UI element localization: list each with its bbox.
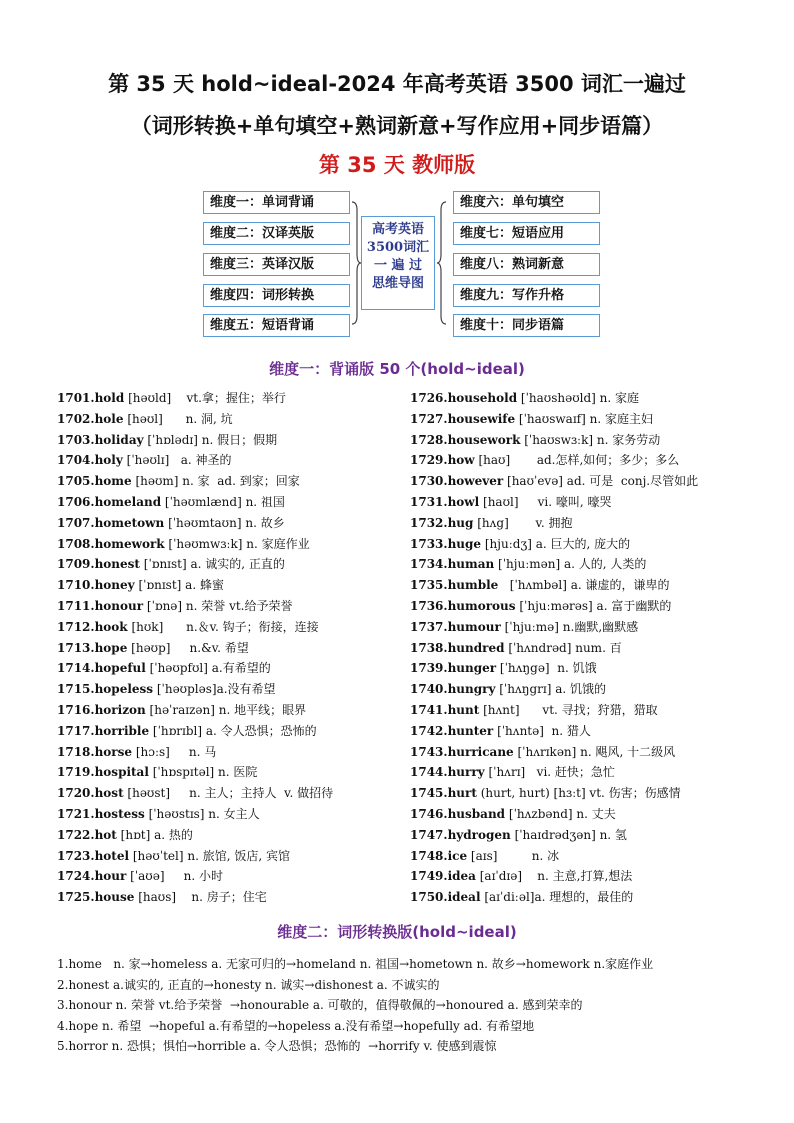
vocab-number: 1744.: [410, 765, 448, 780]
vocab-number: 1708.: [57, 536, 95, 551]
vocab-number: 1749.: [410, 869, 448, 884]
vocab-number: 1727.: [410, 411, 448, 426]
mindmap-node-left-1: 维度一：单词背诵: [203, 191, 350, 214]
vocab-definition: [ˈhɒrɪbl] a. 令人恐惧；恐怖的: [149, 723, 317, 738]
vocab-entry: [57, 846, 397, 867]
vocab-definition: [aɪs] n. 冰: [467, 848, 560, 863]
mindmap-node-left-4: 维度四：词形转换: [203, 284, 350, 307]
vocab-entry: [57, 430, 397, 451]
page-subtitle: 第 35 天 教师版: [318, 153, 476, 177]
vocab-word: homework: [94, 536, 165, 551]
vocab-word: hundred: [447, 640, 505, 655]
vocab-number: 1743.: [410, 744, 448, 759]
vocab-number: 1740.: [410, 682, 448, 697]
mindmap-center-line: 3500词汇: [366, 240, 430, 255]
vocab-definition: [ˈhɒspɪtəl] n. 医院: [148, 765, 258, 780]
vocab-number: 1734.: [410, 557, 448, 572]
vocab-entry: [57, 534, 397, 555]
vocab-definition: [ˈhʌntə] n. 猎人: [493, 723, 591, 738]
vocab-entry: [410, 804, 750, 825]
vocab-definition: [ˈhʌzbənd] n. 丈夫: [505, 806, 616, 821]
vocab-definition: [ˈhʌmbəl] a. 谦虚的，谦卑的: [498, 578, 670, 593]
vocab-number: 1701.: [57, 391, 95, 405]
vocab-word: idea: [447, 869, 476, 884]
vocab-entry: [57, 887, 397, 908]
vocab-number: 1725.: [57, 890, 95, 905]
vocab-number: 1730.: [410, 474, 448, 489]
vocab-number: 1717.: [57, 723, 95, 738]
vocab-number: 1711.: [57, 598, 95, 613]
vocab-word: host: [94, 786, 124, 801]
vocab-entry: [57, 658, 397, 679]
vocab-number: 1704.: [57, 453, 95, 468]
vocab-entry: [410, 721, 750, 742]
vocab-entry: [410, 658, 750, 679]
vocab-word: honour: [94, 598, 144, 613]
vocab-definition: [haʊs] n. 房子；住宅: [134, 890, 267, 905]
vocab-word: hostess: [94, 806, 145, 821]
vocab-definition: [ˈhʌŋgrɪ] a. 饥饿的: [495, 682, 607, 697]
vocab-definition: [ˈhaʊswɜːk] n. 家务劳动: [520, 432, 661, 447]
vocab-definition: [ˈhəʊpləs]a.没有希望: [153, 682, 276, 697]
vocab-number: 1729.: [410, 453, 448, 468]
vocab-number: 1716.: [57, 702, 95, 717]
vocab-number: 1732.: [410, 515, 448, 530]
vocab-entry: [410, 450, 750, 471]
left-brace: [352, 202, 361, 324]
vocab-word: hotel: [94, 848, 130, 863]
vocab-word: horse: [94, 744, 133, 759]
vocab-word: household: [447, 391, 518, 405]
vocab-number: 1735.: [410, 578, 448, 593]
vocab-definition: [ˈaʊə] n. 小时: [126, 869, 223, 884]
vocab-definition: [həˈraɪzən] n. 地平线；眼界: [145, 702, 307, 717]
vocab-number: 1726.: [410, 391, 448, 405]
word-form-line: 2.honest a.诚实的, 正直的→honesty n. 诚实→dishonest a. 不诚实的: [57, 977, 440, 992]
vocab-word: hook: [94, 619, 128, 634]
vocab-number: 1718.: [57, 744, 95, 759]
vocab-number: 1741.: [410, 702, 448, 717]
vocab-definition: [ˈhəʊmtaʊn] n. 故乡: [164, 515, 285, 530]
vocab-number: 1705.: [57, 474, 95, 489]
vocab-number: 1719.: [57, 765, 95, 780]
vocab-entry: [57, 617, 397, 638]
vocab-definition: [ˈhəʊlɪ] a. 神圣的: [122, 453, 232, 468]
vocab-definition: [haʊ] ad.怎样,如何；多少；多么: [474, 453, 680, 468]
vocab-definition: [həʊp] n.&v. 希望: [127, 640, 249, 655]
vocab-word: ice: [447, 848, 468, 863]
page-title-secondary: （词形转换+单句填空+熟词新意+写作应用+同步语篇）: [130, 114, 664, 138]
vocab-word: house: [94, 890, 135, 905]
vocab-entry: [410, 887, 750, 908]
vocab-entry: [57, 575, 397, 596]
vocab-number: 1706.: [57, 494, 95, 509]
vocab-word: hospital: [94, 765, 149, 780]
vocab-entry: [410, 596, 750, 617]
vocab-word: hopeless: [94, 682, 154, 697]
vocab-entry: [57, 638, 397, 659]
vocab-definition: [ˈhəʊpfʊl] a.有希望的: [145, 661, 271, 676]
vocab-number: 1713.: [57, 640, 95, 655]
vocab-entry: [410, 825, 750, 846]
word-form-line: 4.hope n. 希望 →hopeful a.有希望的→hopeless a.没有希望→hopefully ad. 有希望地: [57, 1018, 535, 1033]
vocab-definition: [həʊˈtel] n. 旅馆, 饭店, 宾馆: [129, 848, 290, 863]
page-title: 第 35 天 hold~ideal-2024 年高考英语 3500 词汇一遍过: [108, 72, 686, 96]
section-heading-word-forms: 维度二：词形转换版(hold~ideal): [277, 923, 517, 941]
vocab-number: 1712.: [57, 619, 95, 634]
vocab-word: homeland: [94, 494, 162, 509]
vocab-definition: [haʊˈevə] ad. 可是 conj.尽管如此: [503, 474, 699, 489]
vocab-entry: [410, 513, 750, 534]
vocab-entry: [410, 700, 750, 721]
vocab-entry: [57, 742, 397, 763]
vocab-entry: [57, 471, 397, 492]
vocab-number: 1722.: [57, 827, 95, 842]
vocab-number: 1724.: [57, 869, 95, 884]
vocab-entry: [57, 388, 397, 409]
vocab-definition: [ˈhaɪdrədʒən] n. 氢: [510, 827, 627, 842]
vocab-number: 1723.: [57, 848, 95, 863]
vocab-entry: [410, 846, 750, 867]
vocab-word: horizon: [94, 702, 146, 717]
vocab-entry: [410, 575, 750, 596]
mindmap-center-node: [361, 216, 435, 310]
vocab-list-left: [57, 388, 397, 908]
vocab-number: 1707.: [57, 515, 95, 530]
vocab-number: 1738.: [410, 640, 448, 655]
vocab-word: holy: [94, 453, 123, 468]
vocab-definition: [ˈhaʊswaɪf] n. 家庭主妇: [515, 411, 653, 426]
vocab-number: 1742.: [410, 723, 448, 738]
mindmap-node-right-1: 维度六：单句填空: [453, 191, 600, 214]
vocab-entry: [57, 700, 397, 721]
vocab-word: humour: [447, 619, 501, 634]
vocab-number: 1728.: [410, 432, 448, 447]
section-heading-recitation: 维度一：背诵版 50 个(hold~ideal): [269, 360, 525, 378]
word-forms-list: [57, 954, 757, 1057]
vocab-word: holiday: [94, 432, 144, 447]
vocab-word: honest: [94, 557, 140, 572]
vocab-definition: [ˈhəʊstɪs] n. 女主人: [144, 806, 260, 821]
vocab-entry: [57, 804, 397, 825]
vocab-word: hopeful: [94, 661, 146, 676]
vocab-entry: [57, 450, 397, 471]
vocab-number: 1703.: [57, 432, 95, 447]
vocab-number: 1746.: [410, 806, 448, 821]
mindmap-center-line: 高考英语: [371, 222, 424, 237]
vocab-word: how: [447, 453, 475, 468]
vocab-number: 1710.: [57, 578, 95, 593]
vocab-definition: [ˈhəʊmlænd] n. 祖国: [161, 494, 285, 509]
vocab-number: 1745.: [410, 786, 448, 801]
vocab-entry: [410, 638, 750, 659]
vocab-word: humble: [447, 578, 499, 593]
vocab-entry: [57, 513, 397, 534]
vocab-definition: [ˈhʌrɪ] vi. 赶快；急忙: [484, 765, 615, 780]
vocab-number: 1714.: [57, 661, 95, 676]
vocab-word: however: [447, 474, 504, 489]
vocab-entry: [57, 721, 397, 742]
vocab-definition: [ˈhjuːmərəs] a. 富于幽默的: [515, 598, 672, 613]
vocab-definition: [həʊst] n. 主人；主持人 v. 做招待: [123, 786, 334, 801]
vocab-entry: [410, 554, 750, 575]
word-form-line: 5.horror n. 恐惧；惧怕→horrible a. 令人恐惧；恐怖的 →horrify v. 使感到震惊: [57, 1039, 497, 1053]
vocab-word: hunger: [447, 661, 497, 676]
word-form-line: 3.honour n. 荣誉 vt.给予荣誉 →honourable a. 可敬的，值得敬佩的→honoured a. 感到荣幸的: [57, 998, 583, 1012]
vocab-word: hope: [94, 640, 128, 655]
vocab-entry: [410, 762, 750, 783]
mindmap-node-right-5: 维度十：同步语篇: [453, 314, 600, 337]
vocab-number: 1739.: [410, 661, 448, 676]
vocab-definition: [hɒt] a. 热的: [116, 827, 193, 842]
vocab-word: hole: [94, 411, 124, 426]
vocab-definition: [hʌg] v. 拥抱: [473, 515, 573, 530]
vocab-word: howl: [447, 494, 480, 509]
vocab-word: honey: [94, 578, 135, 593]
vocab-word: hot: [94, 827, 117, 842]
vocab-entry: [57, 825, 397, 846]
vocab-definition: [ˈhaʊshəʊld] n. 家庭: [517, 391, 640, 405]
mindmap-node-right-2: 维度七：短语应用: [453, 222, 600, 245]
mindmap-node-right-3: 维度八：熟词新意: [453, 253, 600, 276]
vocab-definition: [ˈɒnə] n. 荣誉 vt.给予荣誉: [143, 598, 293, 613]
vocab-word: hour: [94, 869, 127, 884]
vocab-entry: [410, 866, 750, 887]
vocab-word: hydrogen: [447, 827, 511, 842]
vocab-word: hug: [447, 515, 474, 530]
right-brace: [437, 202, 446, 324]
vocab-entry: [410, 430, 750, 451]
vocab-entry: [57, 492, 397, 513]
vocab-word: hunter: [447, 723, 494, 738]
vocab-definition: [aɪˈdiːəl]a. 理想的，最佳的: [480, 890, 634, 905]
vocab-definition: [həʊl] n. 洞, 坑: [123, 411, 233, 426]
vocab-definition: [hɔːs] n. 马: [132, 744, 217, 759]
vocab-list-right: [410, 388, 750, 908]
vocab-definition: [hʌnt] vt. 寻找；狩猎，猎取: [479, 702, 658, 717]
mindmap-node-left-5: 维度五：短语背诵: [203, 314, 350, 337]
vocab-word: hold: [94, 391, 125, 405]
vocab-number: 1737.: [410, 619, 448, 634]
vocab-entry: [410, 742, 750, 763]
vocab-entry: [57, 783, 397, 804]
vocab-number: 1747.: [410, 827, 448, 842]
vocab-number: 1702.: [57, 411, 95, 426]
vocab-definition: [ˈhjuːmən] a. 人的, 人类的: [494, 557, 647, 572]
vocab-word: huge: [447, 536, 482, 551]
vocab-number: 1750.: [410, 890, 448, 905]
vocab-entry: [410, 471, 750, 492]
vocab-entry: [57, 409, 397, 430]
vocab-number: 1715.: [57, 682, 95, 697]
vocab-word: hurt: [447, 786, 477, 801]
vocab-word: housewife: [447, 411, 516, 426]
mindmap-center-line: 一 遍 过: [373, 258, 423, 273]
vocab-number: 1721.: [57, 806, 95, 821]
vocab-entry: [57, 554, 397, 575]
vocab-definition: [ˈɒnɪst] a. 诚实的, 正直的: [139, 557, 285, 572]
vocab-definition: [həʊld] vt.拿；握住；举行: [124, 391, 286, 405]
vocab-word: hungry: [447, 682, 496, 697]
vocab-definition: [ˈɒnɪst] a. 蜂蜜: [134, 578, 224, 593]
vocab-word: ideal: [447, 890, 481, 905]
vocab-entry: [410, 388, 750, 409]
vocab-definition: [haʊl] vi. 嚎叫, 嚎哭: [479, 494, 612, 509]
vocab-number: 1733.: [410, 536, 448, 551]
vocab-word: housework: [447, 432, 521, 447]
mindmap-node-left-2: 维度二：汉译英版: [203, 222, 350, 245]
vocab-definition: [ˈhjuːmə] n.幽默,幽默感: [500, 619, 639, 634]
vocab-number: 1720.: [57, 786, 95, 801]
vocab-definition: [ˈhəʊmwɜːk] n. 家庭作业: [164, 536, 310, 551]
vocab-word: home: [94, 474, 132, 489]
vocab-entry: [57, 762, 397, 783]
vocab-definition: [ˈhɒlədɪ] n. 假日；假期: [143, 432, 278, 447]
vocab-entry: [410, 409, 750, 430]
vocab-number: 1709.: [57, 557, 95, 572]
vocab-word: hurricane: [447, 744, 514, 759]
vocab-definition: [ˈhʌndrəd] num. 百: [504, 640, 622, 655]
mindmap-node-left-3: 维度三：英译汉版: [203, 253, 350, 276]
vocab-entry: [410, 492, 750, 513]
vocab-entry: [410, 679, 750, 700]
vocab-word: hurry: [447, 765, 485, 780]
vocab-word: horrible: [94, 723, 150, 738]
vocab-word: husband: [447, 806, 506, 821]
vocab-entry: [57, 596, 397, 617]
vocab-definition: (hurt, hurt) [hɜːt] vt. 伤害；伤感情: [476, 786, 681, 801]
vocab-word: humorous: [447, 598, 516, 613]
vocab-definition: [ˈhʌrɪkən] n. 飓风, 十二级风: [513, 744, 676, 759]
vocab-number: 1731.: [410, 494, 448, 509]
vocab-definition: [aɪˈdɪə] n. 主意,打算,想法: [475, 869, 633, 884]
vocab-entry: [57, 679, 397, 700]
vocab-definition: [hʊk] n.＆v. 钩子；衔接，连接: [127, 619, 319, 634]
vocab-entry: [410, 534, 750, 555]
vocab-entry: [57, 866, 397, 887]
vocab-definition: [hjuːdʒ] a. 巨大的, 庞大的: [481, 536, 631, 551]
vocab-definition: [həʊm] n. 家 ad. 到家；回家: [131, 474, 300, 489]
vocab-word: human: [447, 557, 495, 572]
vocab-word: hunt: [447, 702, 480, 717]
mindmap-node-right-4: 维度九：写作升格: [453, 284, 600, 307]
vocab-word: hometown: [94, 515, 165, 530]
vocab-entry: [410, 783, 750, 804]
mindmap-center-line: 思维导图: [371, 276, 424, 291]
vocab-number: 1736.: [410, 598, 448, 613]
vocab-entry: [410, 617, 750, 638]
vocab-definition: [ˈhʌŋgə] n. 饥饿: [496, 661, 597, 676]
word-form-line: 1.home n. 家→homeless a. 无家可归的→homeland n. 祖国→hometown n. 故乡→homework n.家庭作业: [57, 957, 654, 971]
vocab-number: 1748.: [410, 848, 448, 863]
